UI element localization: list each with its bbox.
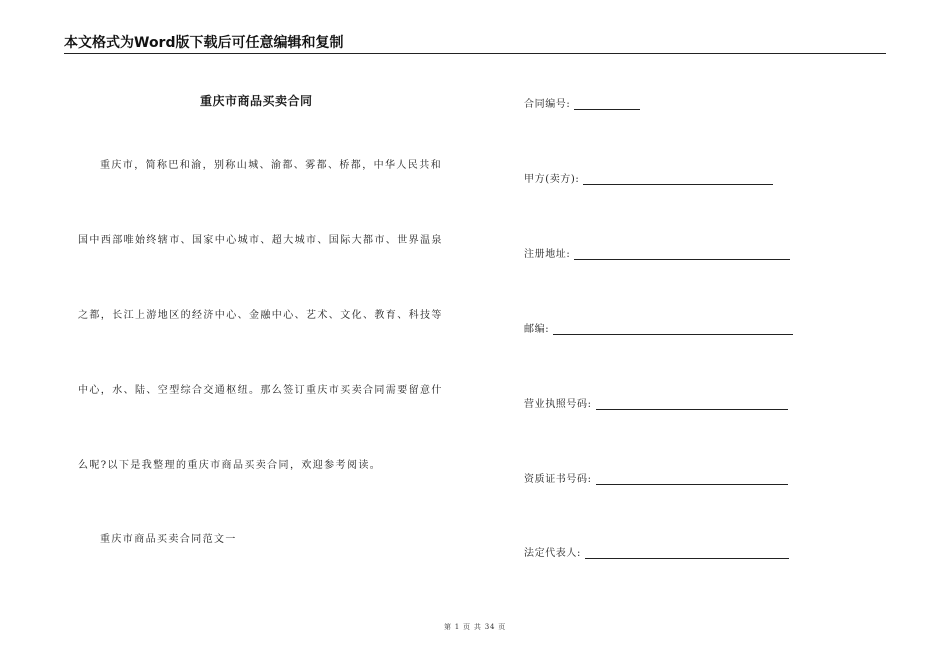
section-subheading: 重庆市商品买卖合同范文一 (100, 534, 237, 545)
qualification-cert-label: 资质证书号码: (524, 474, 592, 485)
postcode-label: 邮编: (524, 324, 550, 335)
document-title: 重庆市商品买卖合同 (200, 94, 313, 108)
legal-representative-field (524, 544, 789, 559)
header-divider (64, 53, 886, 54)
paragraph-line-5: 么呢?以下是我整理的重庆市商品买卖合同，欢迎参考阅读。 (78, 460, 382, 471)
business-license-label: 营业执照号码: (524, 399, 592, 410)
postcode-blank[interactable] (553, 324, 793, 335)
contract-number-field (524, 95, 640, 110)
qualification-cert-blank[interactable] (596, 474, 788, 485)
qualification-cert-field (524, 470, 788, 485)
paragraph-line-3: 之都，长江上游地区的经济中心、金融中心、艺术、文化、教育、科技等 (78, 310, 443, 321)
business-license-field (524, 395, 788, 410)
legal-representative-blank[interactable] (585, 548, 789, 559)
document-header: 本文格式为Word版下载后可任意编辑和复制 (64, 35, 344, 51)
party-a-label: 甲方(卖方): (524, 174, 580, 185)
registered-address-blank[interactable] (574, 249, 790, 260)
party-a-field (524, 170, 773, 185)
registered-address-label: 注册地址: (524, 249, 571, 260)
registered-address-field (524, 245, 790, 260)
paragraph-line-4: 中心，水、陆、空型综合交通枢纽。那么签订重庆市买卖合同需要留意什 (78, 385, 443, 396)
legal-representative-label: 法定代表人: (524, 548, 581, 559)
party-a-blank[interactable] (583, 174, 773, 185)
paragraph-line-2: 国中西部唯始终辖市、国家中心城市、超大城市、国际大都市、世界温泉 (78, 235, 443, 246)
paragraph-line-1: 重庆市，简称巴和渝，别称山城、渝都、雾都、桥都，中华人民共和 (100, 160, 442, 171)
business-license-blank[interactable] (596, 399, 788, 410)
contract-number-label: 合同编号: (524, 99, 571, 110)
page-number: 第 1 页 共 34 页 (443, 623, 507, 631)
contract-number-blank[interactable] (574, 99, 640, 110)
postcode-field (524, 320, 793, 335)
